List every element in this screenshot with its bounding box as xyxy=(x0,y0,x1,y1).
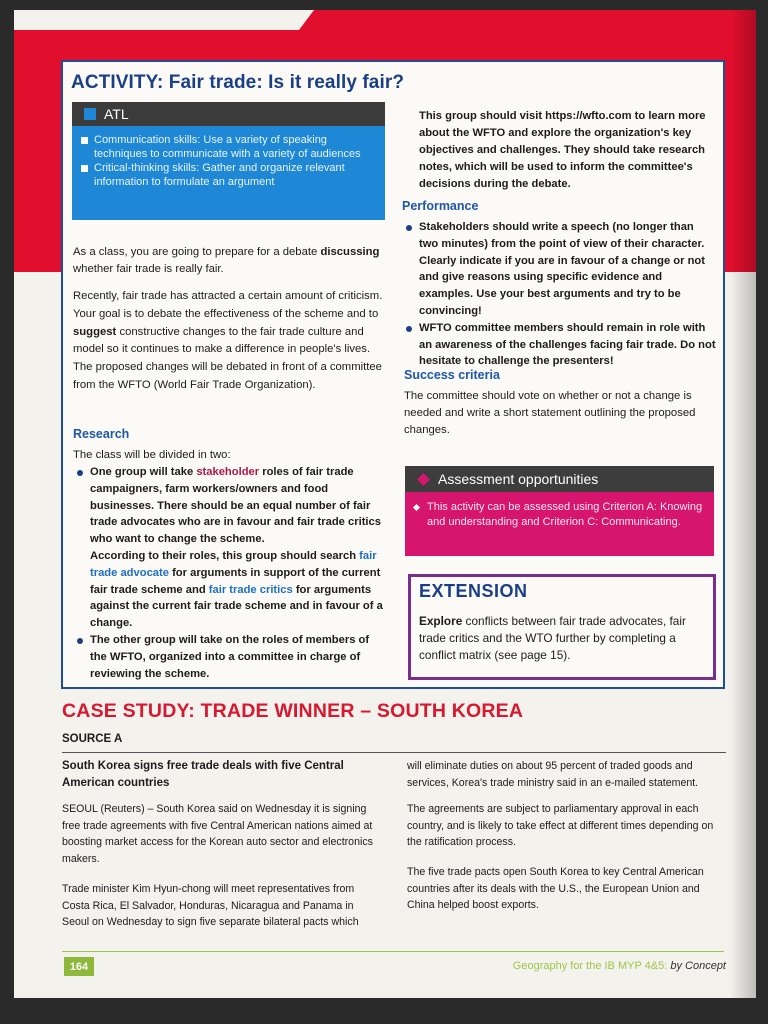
page-corner xyxy=(14,10,314,30)
wfto-paragraph: This group should visit https://wfto.com to learn more about the WFTO and explore the organization's key objectives and challenges. They should take research notes, which will be used to inform the committee's decisions during the debate. xyxy=(419,110,706,190)
assessment-body: This activity can be assessed using Criterion A: Knowing and understanding and Criterion C: Communicating. xyxy=(405,492,714,556)
article-paragraph: will eliminate duties on about 95 percent of traded goods and services, Korea's trade ministry said in an e-mailed statement. xyxy=(407,760,699,789)
extension-box xyxy=(408,574,716,680)
assessment-heading: Assessment opportunities xyxy=(438,471,599,487)
list-item: WFTO committee members should remain in role with an awareness of the challenges facing fair trade. Do not hesitate to challenge the presenters! xyxy=(404,320,716,370)
performance-list xyxy=(404,219,716,370)
source-label: SOURCE A xyxy=(62,733,123,745)
book-title: Geography for the IB MYP 4&5: by Concept xyxy=(512,960,726,972)
research-heading: Research xyxy=(73,427,130,441)
textbook-page xyxy=(14,10,756,998)
performance-heading: Performance xyxy=(402,199,479,213)
research-lead: The class will be divided in two: xyxy=(73,449,231,461)
article-paragraph: SEOUL (Reuters) – South Korea said on Wednesday it is signing free trade agreements with five Central American nations aimed at boosting market access for the Korean auto sector and electronics makers. xyxy=(62,803,373,865)
atl-header xyxy=(72,102,385,126)
atl-heading: ATL xyxy=(104,106,129,122)
list-item: The other group will take on the roles of members of the WFTO, organized into a committee in charge of reviewing the scheme. xyxy=(75,632,385,682)
research-list xyxy=(75,464,385,682)
activity-box xyxy=(61,60,725,689)
footer-divider xyxy=(62,951,724,952)
activity-title: ACTIVITY: Fair trade: Is it really fair? xyxy=(71,72,405,93)
article-headline: South Korea signs free trade deals with five Central American countries xyxy=(62,760,344,789)
assessment-header xyxy=(405,466,714,492)
fair-trade-critics-term: fair trade critics xyxy=(208,583,293,596)
extension-text: Explore conflicts between fair trade advocates, fair trade critics and the WTO further by completing a conflict matrix (see page 15). xyxy=(419,614,686,662)
atl-body xyxy=(72,126,385,220)
list-item: One group will take stakeholder roles of fair trade campaigners, farm workers/owners and food businesses. There should be an equal number of fair trade advocates who are in favour and fair trade critics who want to change the scheme. According to their roles, this group should search fair trade advocate for arguments in support of the current fair trade scheme and fair trade critics for arguments against the current fair trade scheme and in favour of a change. xyxy=(75,464,385,632)
atl-panel xyxy=(72,102,385,224)
extension-heading: EXTENSION xyxy=(419,581,528,601)
article-paragraph: The agreements are subject to parliamentary approval in each country, and is likely to take effect at different times depending on the ratification process. xyxy=(407,803,714,848)
success-criteria-text: The committee should vote on whether or not a change is needed and write a short statement outlining the proposed changes. xyxy=(404,390,696,436)
criticism-paragraph: Recently, fair trade has attracted a certain amount of criticism. Your goal is to debate the effectiveness of the scheme and to suggest constructive changes to the fair trade culture and model so it continues to make a difference in people's lives. The proposed changes will be debated in front of a committee from the WFTO (World Fair Trade Organization). xyxy=(73,290,383,391)
divider xyxy=(62,752,726,753)
fair-trade-advocate-term: fair trade advocate xyxy=(90,549,377,579)
success-criteria-heading: Success criteria xyxy=(404,368,500,382)
assessment-panel xyxy=(405,466,714,556)
atl-item: Communication skills: Use a variety of speaking techniques to communicate with a variety of audiences xyxy=(80,134,377,161)
diamond-icon xyxy=(417,473,430,486)
atl-item: Critical-thinking skills: Gather and organize relevant information to formulate an argument xyxy=(80,162,377,189)
page-number: 164 xyxy=(64,957,94,976)
list-item: Stakeholders should write a speech (no longer than two minutes) from the point of view of their character. Clearly indicate if you are in favour of a change or not and give reasons using specific evidence and examples. Use your best arguments and try to be convincing! xyxy=(404,219,716,320)
intro-paragraph: As a class, you are going to prepare for a debate discussing whether fair trade is really fair. xyxy=(73,246,380,275)
atl-square-icon xyxy=(84,108,96,120)
page-curl-shadow xyxy=(730,10,756,998)
article-paragraph: The five trade pacts open South Korea to key Central American countries after its deals with the U.S., the European Union and China helped boost exports. xyxy=(407,866,704,911)
article-paragraph: Trade minister Kim Hyun-chong will meet representatives from Costa Rica, El Salvador, Honduras, Nicaragua and Panama in Seoul on Wednesday to sign five separate bilateral pacts which xyxy=(62,883,359,928)
case-study-title: CASE STUDY: TRADE WINNER – SOUTH KOREA xyxy=(62,700,524,722)
